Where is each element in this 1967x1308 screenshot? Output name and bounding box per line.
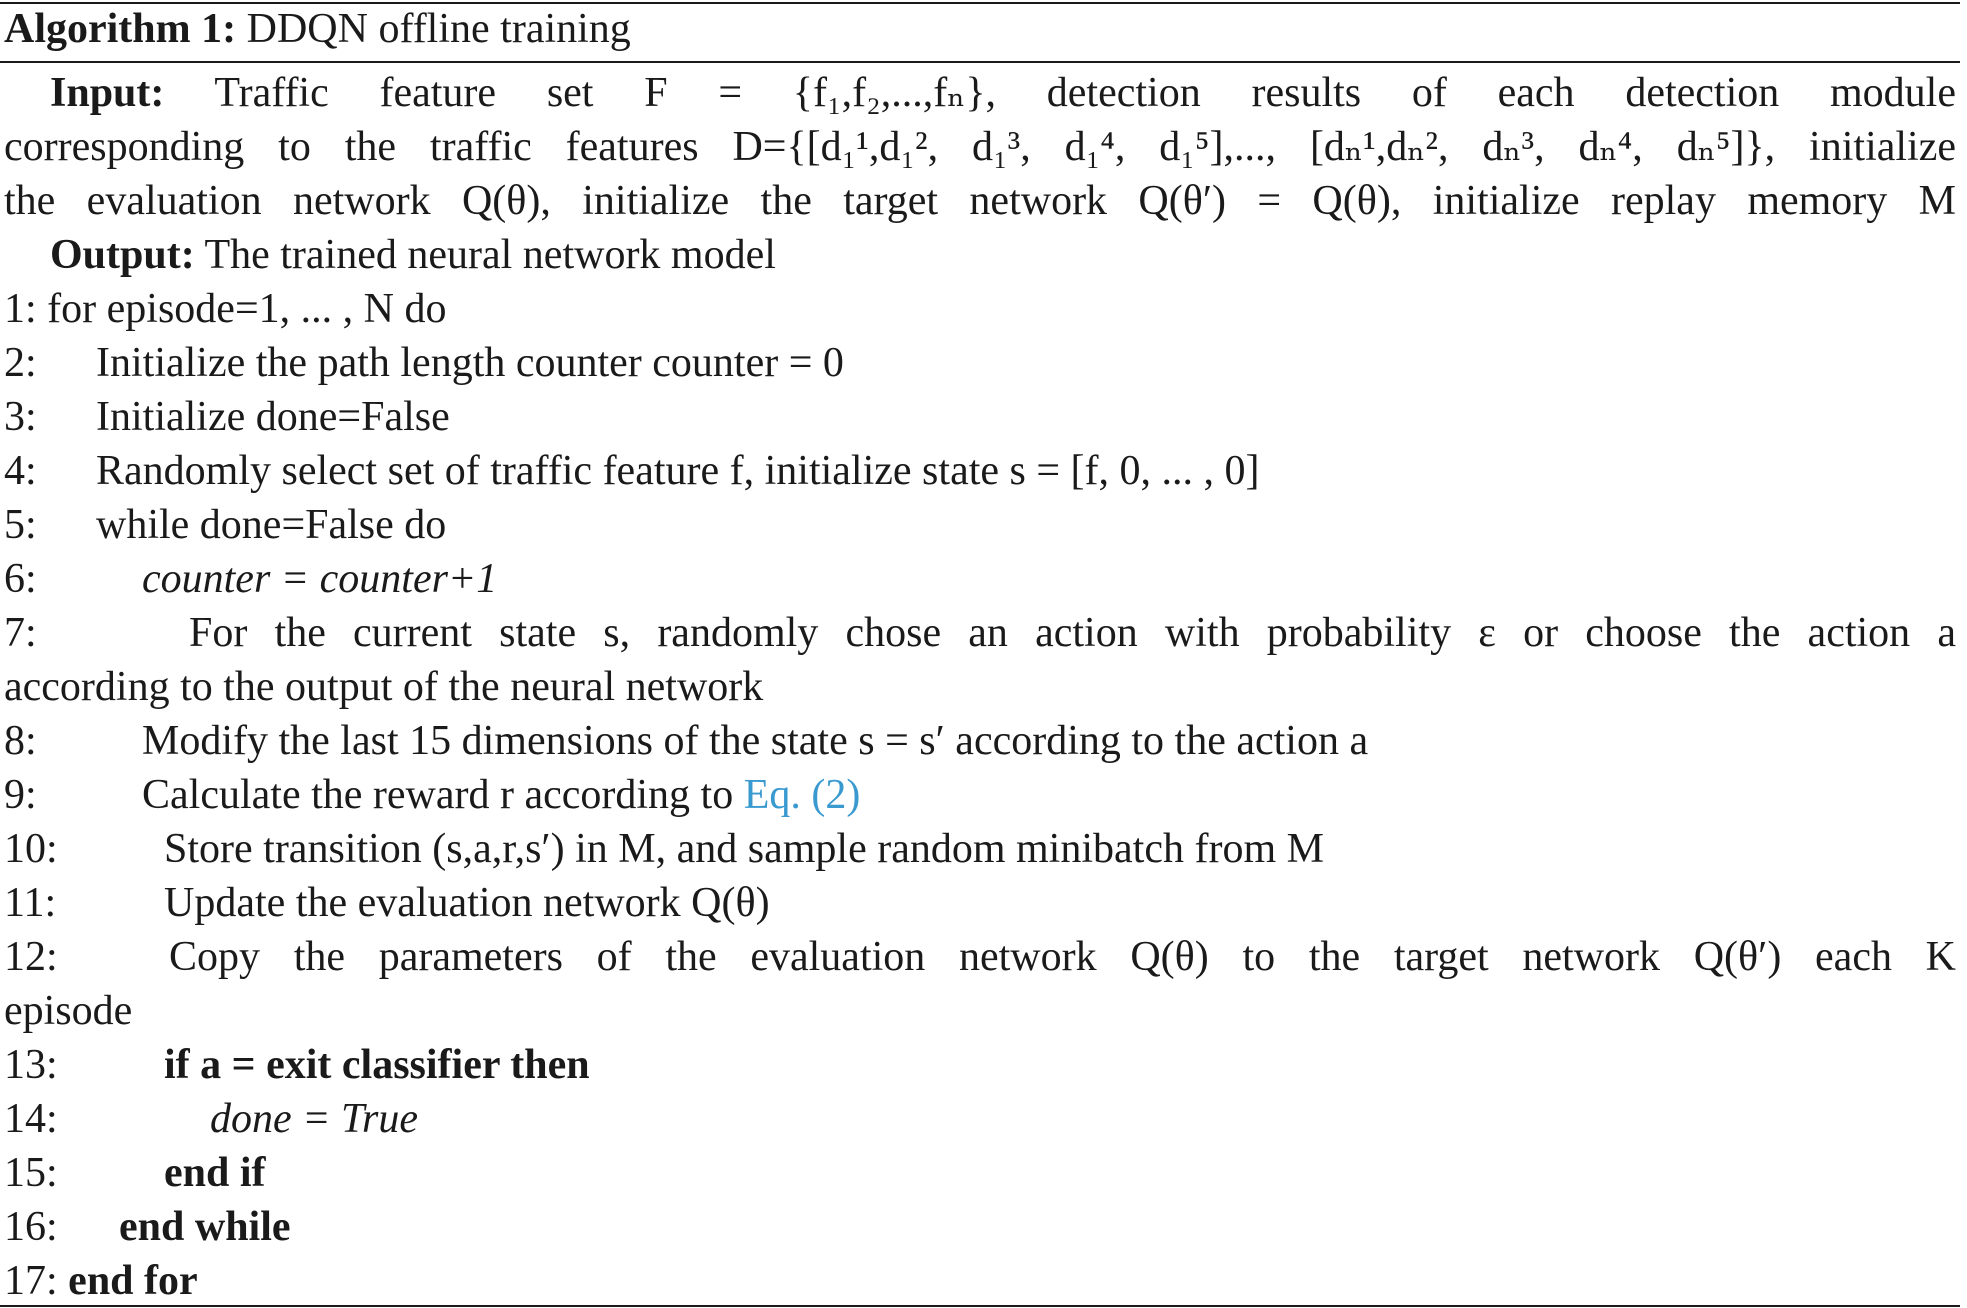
step-number: 6: (4, 556, 37, 602)
step-line (4, 444, 1260, 498)
step-line (4, 606, 1956, 660)
step-text: Initialize the path length counter counter = 0 (96, 340, 844, 386)
step-number: 9: (4, 772, 37, 818)
step-line (4, 282, 446, 336)
output-text: The trained neural network model (204, 232, 776, 278)
output-label: Output: (50, 232, 195, 278)
step-number: 12: (4, 934, 58, 980)
step-number: 16: (4, 1204, 58, 1250)
step-line (4, 552, 497, 606)
step-line (4, 336, 844, 390)
step-line (4, 1038, 590, 1092)
step-line (4, 876, 770, 930)
input-text-3: the evaluation network Q(θ), initialize the target network Q(θ′) = Q(θ), initialize replay memory M (4, 178, 1956, 224)
step-number: 14: (4, 1096, 58, 1142)
step-continuation (4, 660, 763, 714)
step-text: Calculate the reward r according to (142, 772, 734, 818)
step-line (4, 1146, 266, 1200)
algorithm-title: DDQN offline training (246, 6, 631, 52)
step-text: Modify the last 15 dimensions of the state s = s′ according to the action a (142, 718, 1369, 764)
step-text: counter = counter+1 (142, 556, 498, 602)
step-text: done = True (210, 1096, 419, 1142)
step-text-cont: according to the output of the neural network (4, 664, 764, 710)
step-number: 13: (4, 1042, 58, 1088)
step-line (4, 390, 450, 444)
step-line (4, 714, 1368, 768)
step-text-cont: episode (4, 988, 133, 1034)
algorithm-label: Algorithm 1: (4, 6, 237, 52)
step-line (4, 822, 1324, 876)
step-text: For the current state s, randomly chose an action with probability ε or choose the action a (189, 610, 1956, 656)
step-number: 17: (4, 1258, 58, 1304)
input-line-1 (4, 66, 1956, 120)
step-number: 15: (4, 1150, 58, 1196)
step-line (4, 930, 1956, 984)
step-line (4, 1092, 418, 1146)
step-text: Initialize done=False (96, 394, 450, 440)
bottom-rule (0, 1305, 1960, 1307)
header-rule (0, 61, 1960, 63)
step-text: Copy the parameters of the evaluation network Q(θ) to the target network Q(θ′) each K (169, 934, 1956, 980)
equation-link[interactable]: Eq. (2) (743, 772, 861, 818)
step-line (4, 1200, 291, 1254)
step-text: end while (119, 1204, 291, 1250)
input-line-2 (4, 120, 1956, 174)
input-line-3 (4, 174, 1956, 228)
step-number: 2: (4, 340, 37, 386)
step-text: Randomly select set of traffic feature f, initialize state s = [f, 0, ... , 0] (96, 448, 1260, 494)
step-number: 7: (4, 610, 37, 656)
step-line (4, 498, 446, 552)
step-text: end for (68, 1258, 198, 1304)
step-text: while done=False do (96, 502, 447, 548)
output-line (50, 228, 776, 282)
step-number: 8: (4, 718, 37, 764)
input-label: Input: (50, 70, 165, 116)
step-continuation (4, 984, 132, 1038)
step-number: 10: (4, 826, 58, 872)
step-number: 1: (4, 286, 37, 332)
step-number: 11: (4, 880, 57, 926)
step-text: Update the evaluation network Q(θ) (164, 880, 770, 926)
input-text-2: corresponding to the traffic features D={[d₁¹,d₁², d₁³, d₁⁴, d₁⁵],..., [dₙ¹,dₙ², dₙ³, dₙ⁴, dₙ⁵]}, initialize (4, 124, 1956, 170)
input-text-1: Traffic feature set F = {f₁,f₂,...,fₙ}, detection results of each detection module (214, 70, 1956, 116)
step-number: 4: (4, 448, 37, 494)
step-number: 5: (4, 502, 37, 548)
step-line (4, 1254, 198, 1308)
step-text: for episode=1, ... , N do (47, 286, 447, 332)
step-text: Store transition (s,a,r,s′) in M, and sample random minibatch from M (164, 826, 1324, 872)
step-number: 3: (4, 394, 37, 440)
algorithm-header (4, 2, 631, 56)
step-text: end if (164, 1150, 266, 1196)
step-line (4, 768, 860, 822)
step-text: if a = exit classifier then (164, 1042, 590, 1088)
